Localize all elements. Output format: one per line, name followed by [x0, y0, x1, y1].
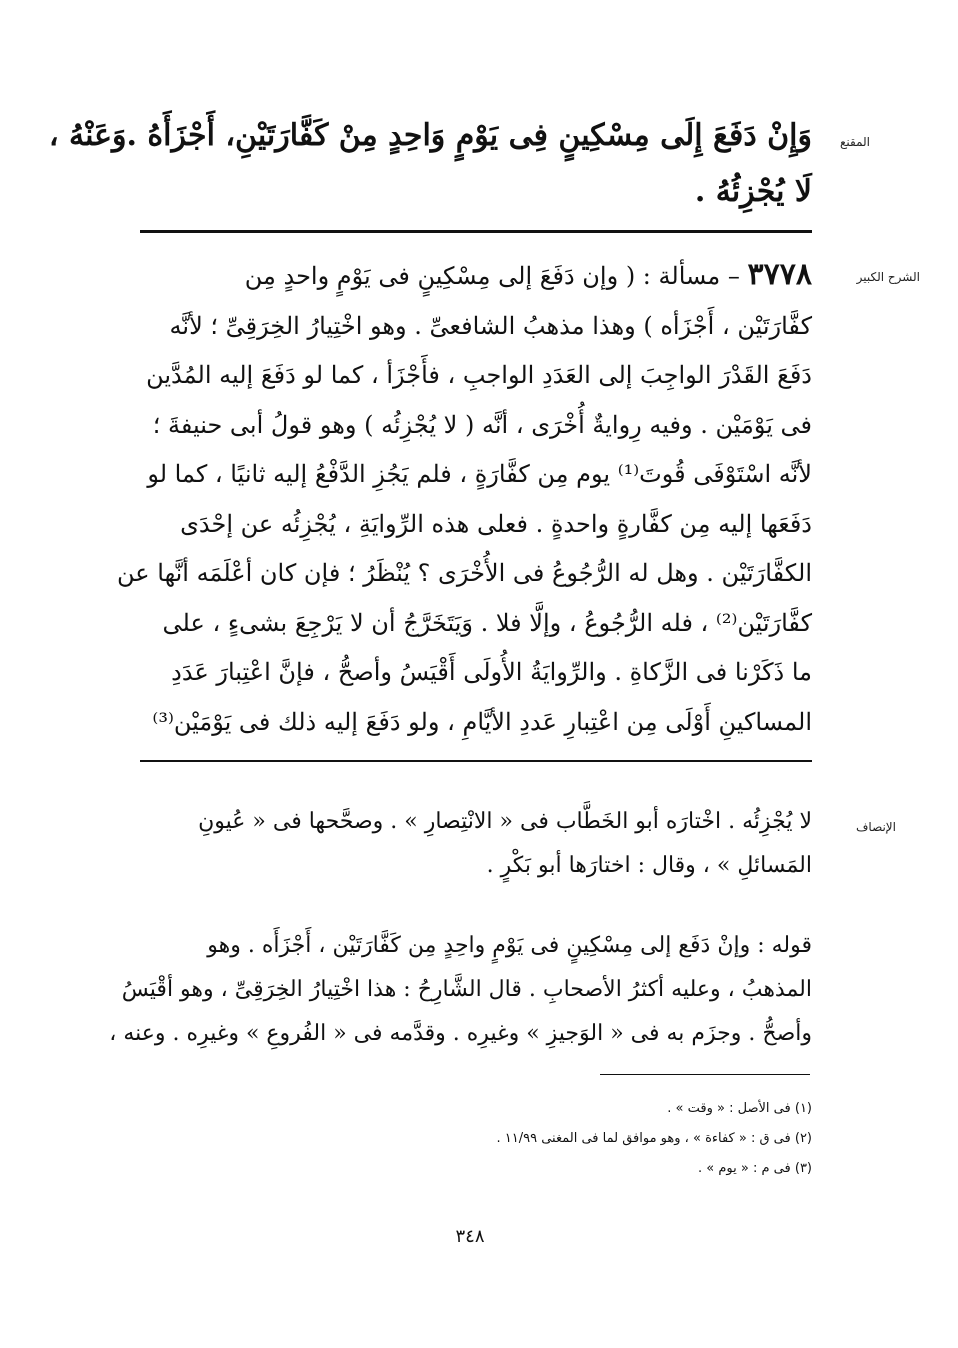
- insaf-text: [140, 800, 812, 888]
- sharh-line-text: – مسألة : ( وإن دَفَعَ إلى مِسْكِينٍ فى يَوْمٍ واحدٍ مِن: [244, 262, 740, 290]
- sharh-line: كفَّارَتَيْن⁽²⁾ ، فله الرُّجُوعُ ، وإلَّا فلا . وَيَتَخَرَّجُ أن لا يَرْجِعَ بشىءٍ ، على: [162, 608, 812, 637]
- commentary-line: المذهبُ ، وعليه أكثرُ الأصحابِ . قال الشَّارِحُ : هذا اخْتِيارُ الخِرَقِىِّ ، وهو أقْيَسُ: [121, 977, 812, 1002]
- insaf-line: المَسائلِ » ، وقال : اختارَها أبو بَكْرٍ .: [486, 853, 812, 878]
- section-divider: [140, 230, 812, 233]
- sharh-line: المساكينِ أَوْلَى مِن اعْتِبارِ عَددِ الأيَّامِ ، ولو دَفَعَ إليه ذلك فى يَوْمَيْن⁽³⁾: [152, 707, 812, 736]
- sharh-line: دَفَعَها إليه مِن كفَّارةٍ واحدةٍ . فعلى هذه الرِّوايَةِ ، يُجْزِئُه عن إحْدَى: [180, 509, 812, 538]
- sharh-line: فى يَوْمَيْن . وفيه رِوايةٌ أُخْرَى ، أنَّه ( لا يُجْزِئُه ) وهو قولُ أبى حنيفةَ ؛: [152, 410, 812, 439]
- sharh-line: لأنَّه اسْتَوْفَى قُوتَ⁽¹⁾ يوم مِن كفَّارَةٍ ، فلم يَجُزِ الدَّفْعُ إليه ثانيًا ، كما لو: [147, 460, 812, 488]
- muqni-line: لَا يُجْزِئُهُ .: [694, 174, 812, 209]
- section-label-sharh: الشرح الكبير: [856, 270, 920, 284]
- footnote-divider: [600, 1074, 810, 1075]
- sharh-line: [138, 250, 812, 302]
- sharh-line: الكفَّارَتَيْن . وهل له الرُّجُوعُ فى الأُخْرَى ؟ يُنْظَرُ ؛ فإن كان أعْلَمَه أنَّها عن: [117, 559, 812, 587]
- section-label-muqni: المقنع: [839, 135, 870, 149]
- footnotes: [380, 1094, 812, 1184]
- commentary-line: قوله : وإنْ دَفَع إلى مِسْكِينٍ فى يَوْمٍ واحِدٍ مِن كَفَّارَتَيْن ، أَجْزَأَه . وهو: [207, 933, 812, 958]
- footnote: (٢) فى ق : « كفاءة » ، وهو موافق لما فى المغنى ١١/٩٩ .: [496, 1131, 812, 1146]
- footnote: (١) فى الأصل : « وقت » .: [667, 1101, 812, 1116]
- muqni-line: وَإِنْ دَفَعَ إِلَى مِسْكِينٍ فِى يَوْمٍ وَاحِدٍ مِنْ كَفَّارَتَيْنِ، أَجْزَأَهُ .وَعَنْهُ ،: [48, 118, 812, 153]
- sharh-line: دَفَعَ القَدْرَ الواجِبَ إلى العَدَدِ الواجبِ ، فأَجْزَأ ، كما لو دَفَعَ إليه المُدَّين: [146, 361, 812, 389]
- page-number: ٣٤٨: [455, 1226, 485, 1247]
- section-label-insaf: الإنصاف: [855, 820, 896, 834]
- sharh-line: ما ذَكَرْنا فى الزَّكاةِ . والرِّوايَةُ الأُولَى أَقْيَسُ وأصحُّ ، فإنَّ اعْتِبارَ عَدَدِ: [171, 658, 812, 686]
- insaf-line: لا يُجْزِئُه . اخْتارَه أبو الخَطَّاب فى « الانْتِصارِ » . وصحَّحها فى « عُيونِ: [198, 809, 812, 834]
- sharh-line: كفَّارَتَيْن ، أَجْزَأه ) وهذا مذهبُ الشافعىِّ . وهو اخْتِيارُ الخِرَقِىِّ ؛ لأنَّه: [169, 311, 812, 340]
- issue-number: ٣٧٧٨: [747, 257, 812, 292]
- sharh-text: [117, 250, 812, 747]
- section-divider: [140, 760, 812, 762]
- commentary-line: وأصحُّ . وجزَم به فى « الوَجيزِ » وغيرِه . وقدَّمه فى « الفُروعِ » وغيرِه . وعنه ،: [109, 1021, 812, 1046]
- footnote: (٣) فى م : « يوم » .: [698, 1161, 812, 1176]
- muqni-text: [48, 108, 812, 220]
- insaf-commentary: [109, 924, 812, 1056]
